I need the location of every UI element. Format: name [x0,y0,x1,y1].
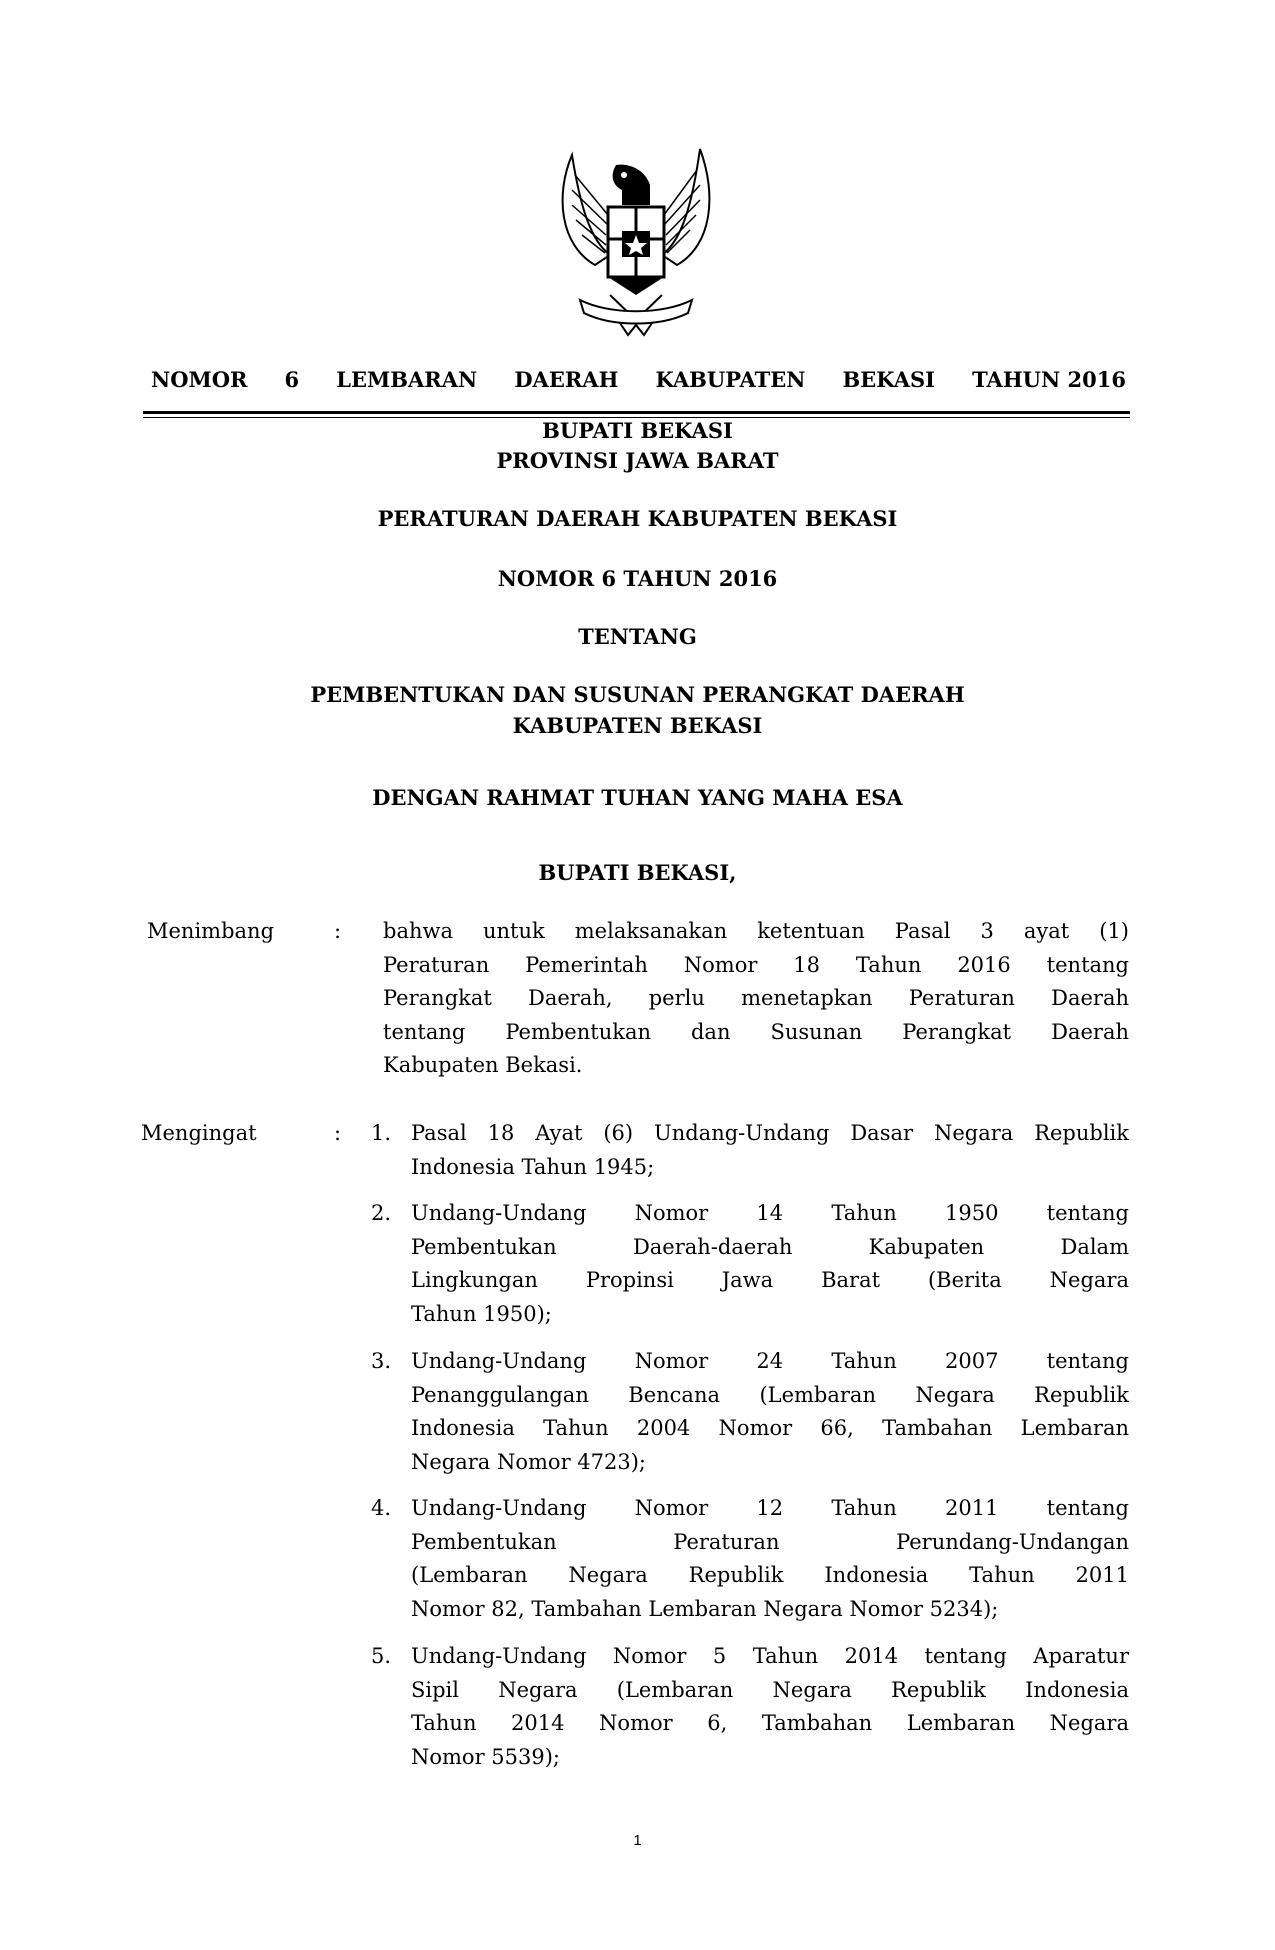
title-provinsi: PROVINSI JAWA BARAT [496,448,779,473]
header-word: NOMOR [151,367,248,392]
title-peraturan: PERATURAN DAERAH KABUPATEN BEKASI [377,506,898,531]
list-item-line: Indonesia Tahun 2004 Nomor 66, Tambahan Lembaran [411,1416,1129,1441]
header-word: BEKASI [842,367,935,392]
list-item-line: Lingkungan Propinsi Jawa Barat (Berita Negara [411,1268,1129,1293]
list-item-line: Undang-Undang Nomor 5 Tahun 2014 tentang Aparatur [411,1644,1129,1668]
list-item-line: Pembentukan Daerah-daerah Kabupaten Dalam [411,1234,1129,1259]
list-item-line: Pasal 18 Ayat (6) Undang-Undang Dasar Negara Republik [411,1121,1129,1145]
list-item-line: Negara Nomor 4723); [411,1449,646,1474]
menimbang-label: Menimbang [147,919,275,943]
menimbang-colon: : [334,919,342,943]
header-word: KABUPATEN [655,367,806,392]
list-item-line: Nomor 5539); [411,1744,560,1769]
list-item-line: Sipil Negara (Lembaran Negara Republik Indonesia [411,1677,1129,1702]
gazette-header [151,367,1126,392]
menimbang-line: bahwa untuk melaksanakan ketentuan Pasal 3 ayat (1) [383,919,1129,943]
menimbang-line: Kabupaten Bekasi. [383,1053,583,1078]
header-word: LEMBARAN [336,367,478,392]
mengingat-colon: : [334,1121,342,1145]
title-bupati-2: BUPATI BEKASI, [538,860,737,885]
title-rahmat: DENGAN RAHMAT TUHAN YANG MAHA ESA [372,785,903,810]
title-tentang: TENTANG [578,624,697,649]
title-nomor: NOMOR 6 TAHUN 2016 [497,566,778,591]
list-item-line: Undang-Undang Nomor 14 Tahun 1950 tentang [411,1201,1129,1225]
page-number: 1 [633,1832,642,1849]
list-item-line: Nomor 82, Tambahan Lembaran Negara Nomor 5234); [411,1596,999,1621]
header-word: 6 [284,367,300,392]
list-item-number: 4. [371,1496,392,1520]
list-item-number: 3. [371,1349,392,1373]
menimbang-line: Perangkat Daerah, perlu menetapkan Peraturan Daerah [383,986,1129,1011]
list-item-number: 1. [371,1121,392,1145]
title-subject-2: KABUPATEN BEKASI [512,713,763,738]
header-word: DAERAH [514,367,619,392]
list-item-line: Indonesia Tahun 1945; [411,1154,655,1179]
list-item-line: Tahun 1950); [411,1301,552,1326]
list-item-number: 5. [371,1644,392,1668]
list-item-line: Tahun 2014 Nomor 6, Tambahan Lembaran Negara [411,1711,1129,1736]
menimbang-line: Peraturan Pemerintah Nomor 18 Tahun 2016 tentang [383,952,1129,977]
list-item-line: Pembentukan Peraturan Perundang-Undangan [411,1529,1129,1554]
list-item-line: (Lembaran Negara Republik Indonesia Tahun 2011 [411,1563,1129,1588]
title-bupati: BUPATI BEKASI [542,418,733,443]
garuda-emblem-icon [550,145,722,337]
list-item-line: Undang-Undang Nomor 12 Tahun 2011 tentang [411,1496,1129,1520]
menimbang-line: tentang Pembentukan dan Susunan Perangkat Daerah [383,1019,1129,1044]
header-word: TAHUN 2016 [972,367,1126,392]
list-item-line: Undang-Undang Nomor 24 Tahun 2007 tentang [411,1349,1129,1373]
title-subject-1: PEMBENTUKAN DAN SUSUNAN PERANGKAT DAERAH [310,682,965,707]
list-item-number: 2. [371,1201,392,1225]
list-item-line: Penanggulangan Bencana (Lembaran Negara Republik [411,1382,1129,1407]
mengingat-label: Mengingat [141,1121,257,1145]
double-rule-divider [143,411,1130,418]
